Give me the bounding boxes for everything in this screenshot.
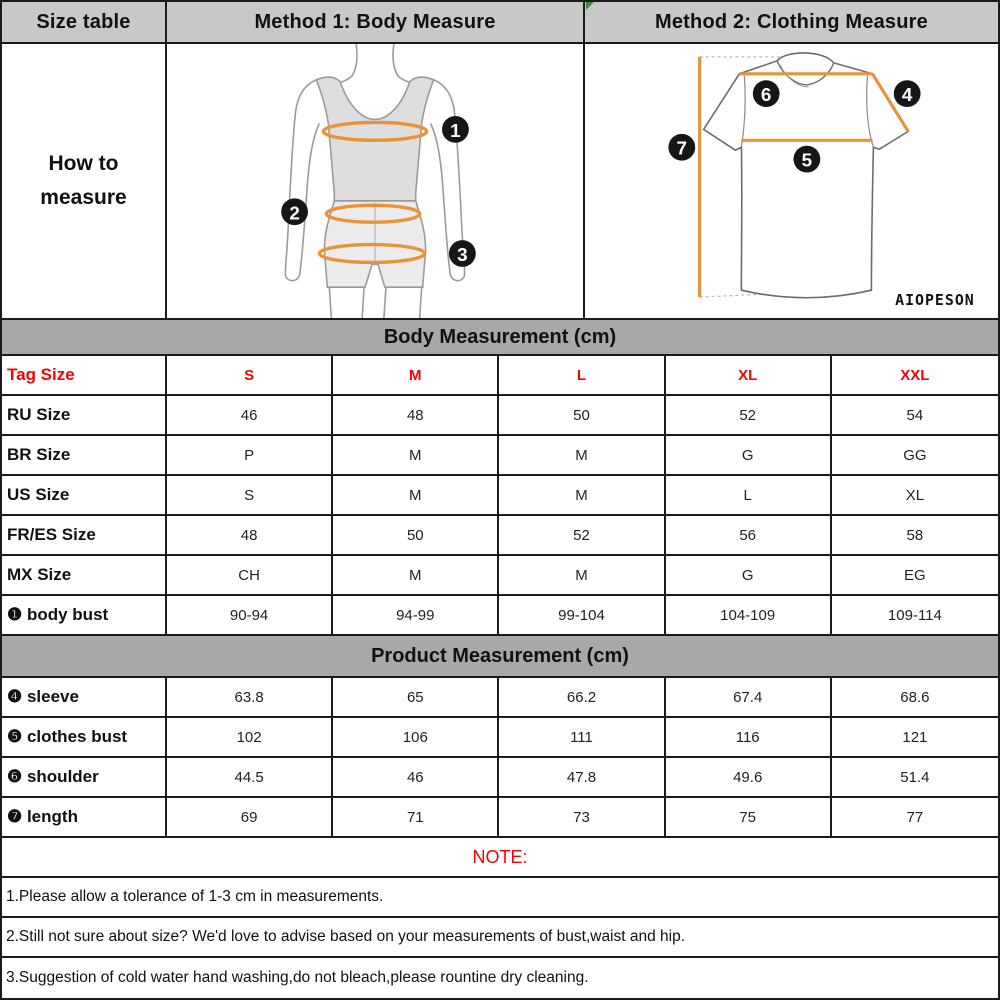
table-row-ru-size: RU Size 46 48 50 52 54 [2,396,998,436]
clothing-measure-diagram [585,44,998,318]
note-item-1: 1.Please allow a tolerance of 1-3 cm in measurements. [2,878,998,918]
table-row-us-size: US Size S M M L XL [2,476,998,516]
svg-text:7: 7 [676,137,688,159]
svg-text:1: 1 [450,119,461,141]
row-label: BR Size [2,436,167,474]
tshirt-illustration [585,44,998,318]
marker-1-badge [442,116,469,143]
svg-text:2: 2 [289,202,300,224]
note-title: NOTE: [2,838,998,878]
marker-3-badge [449,240,476,267]
left-arm-outline [285,80,319,281]
table-row-br-size: BR Size P M M G GG [2,436,998,476]
tshirt-outline [704,53,909,298]
svg-text:3: 3 [457,243,468,265]
note-item-2: 2.Still not sure about size? We'd love to advise based on your measurements of bust,waist and hip. [2,918,998,958]
table-row-sleeve: ❹ sleeve 63.8 65 66.2 67.4 68.6 [2,678,998,718]
tag-size-row [2,356,998,396]
table-row-body-bust: ❶ body bust 90-94 94-99 99-104 104-109 109-114 [2,596,998,636]
top-header-row [2,2,998,44]
marker-4-badge [894,80,921,107]
body-measure-diagram [167,44,585,318]
svg-text:6: 6 [760,84,772,106]
size-col-s: S [167,356,333,394]
body-figure-illustration [167,44,583,318]
size-col-m: M [333,356,499,394]
svg-text:5: 5 [801,149,813,171]
how-to-measure-label: How to measure [2,44,167,318]
table-row-length: ❼ length 69 71 73 75 77 [2,798,998,838]
marker-6-badge [753,80,780,107]
row-label: US Size [2,476,167,514]
table-row-shoulder: ❻ shoulder 44.5 46 47.8 49.6 51.4 [2,758,998,798]
how-to-measure-row [2,44,998,320]
svg-text:4: 4 [901,84,913,106]
row-label: ❹ sleeve [2,678,167,716]
legs-outline [329,287,421,318]
row-label: FR/ES Size [2,516,167,554]
row-label: Tag Size [2,356,167,394]
marker-2-badge [281,198,308,225]
cell-corner-flag-icon [586,2,594,10]
row-label: MX Size [2,556,167,594]
table-row-clothes-bust: ❺ clothes bust 102 106 111 116 121 [2,718,998,758]
table-row-mx-size: MX Size CH M M G EG [2,556,998,596]
product-measurement-band: Product Measurement (cm) [2,636,998,678]
size-col-xxl: XXL [900,366,930,384]
note-item-3: 3.Suggestion of cold water hand washing,do not bleach,please rountine dry cleaning. [6,969,589,986]
brand-logo-text: AIOPESON [895,291,975,310]
marker-5-badge [793,146,820,173]
row-label: ❶ body bust [2,596,167,634]
size-table-title: Size table [2,2,167,42]
marker-7-badge [668,134,695,161]
row-label: ❺ clothes bust [2,718,167,756]
row-label: RU Size [2,396,167,434]
method1-title: Method 1: Body Measure [167,2,585,42]
table-row-fres-size: FR/ES Size 48 50 52 56 58 [2,516,998,556]
row-label: ❻ shoulder [2,758,167,796]
size-col-xl: XL [666,356,832,394]
row-label: ❼ length [2,798,167,836]
method2-title: Method 2: Clothing Measure [655,10,928,33]
body-measurement-band: Body Measurement (cm) [2,320,998,356]
size-col-l: L [499,356,665,394]
